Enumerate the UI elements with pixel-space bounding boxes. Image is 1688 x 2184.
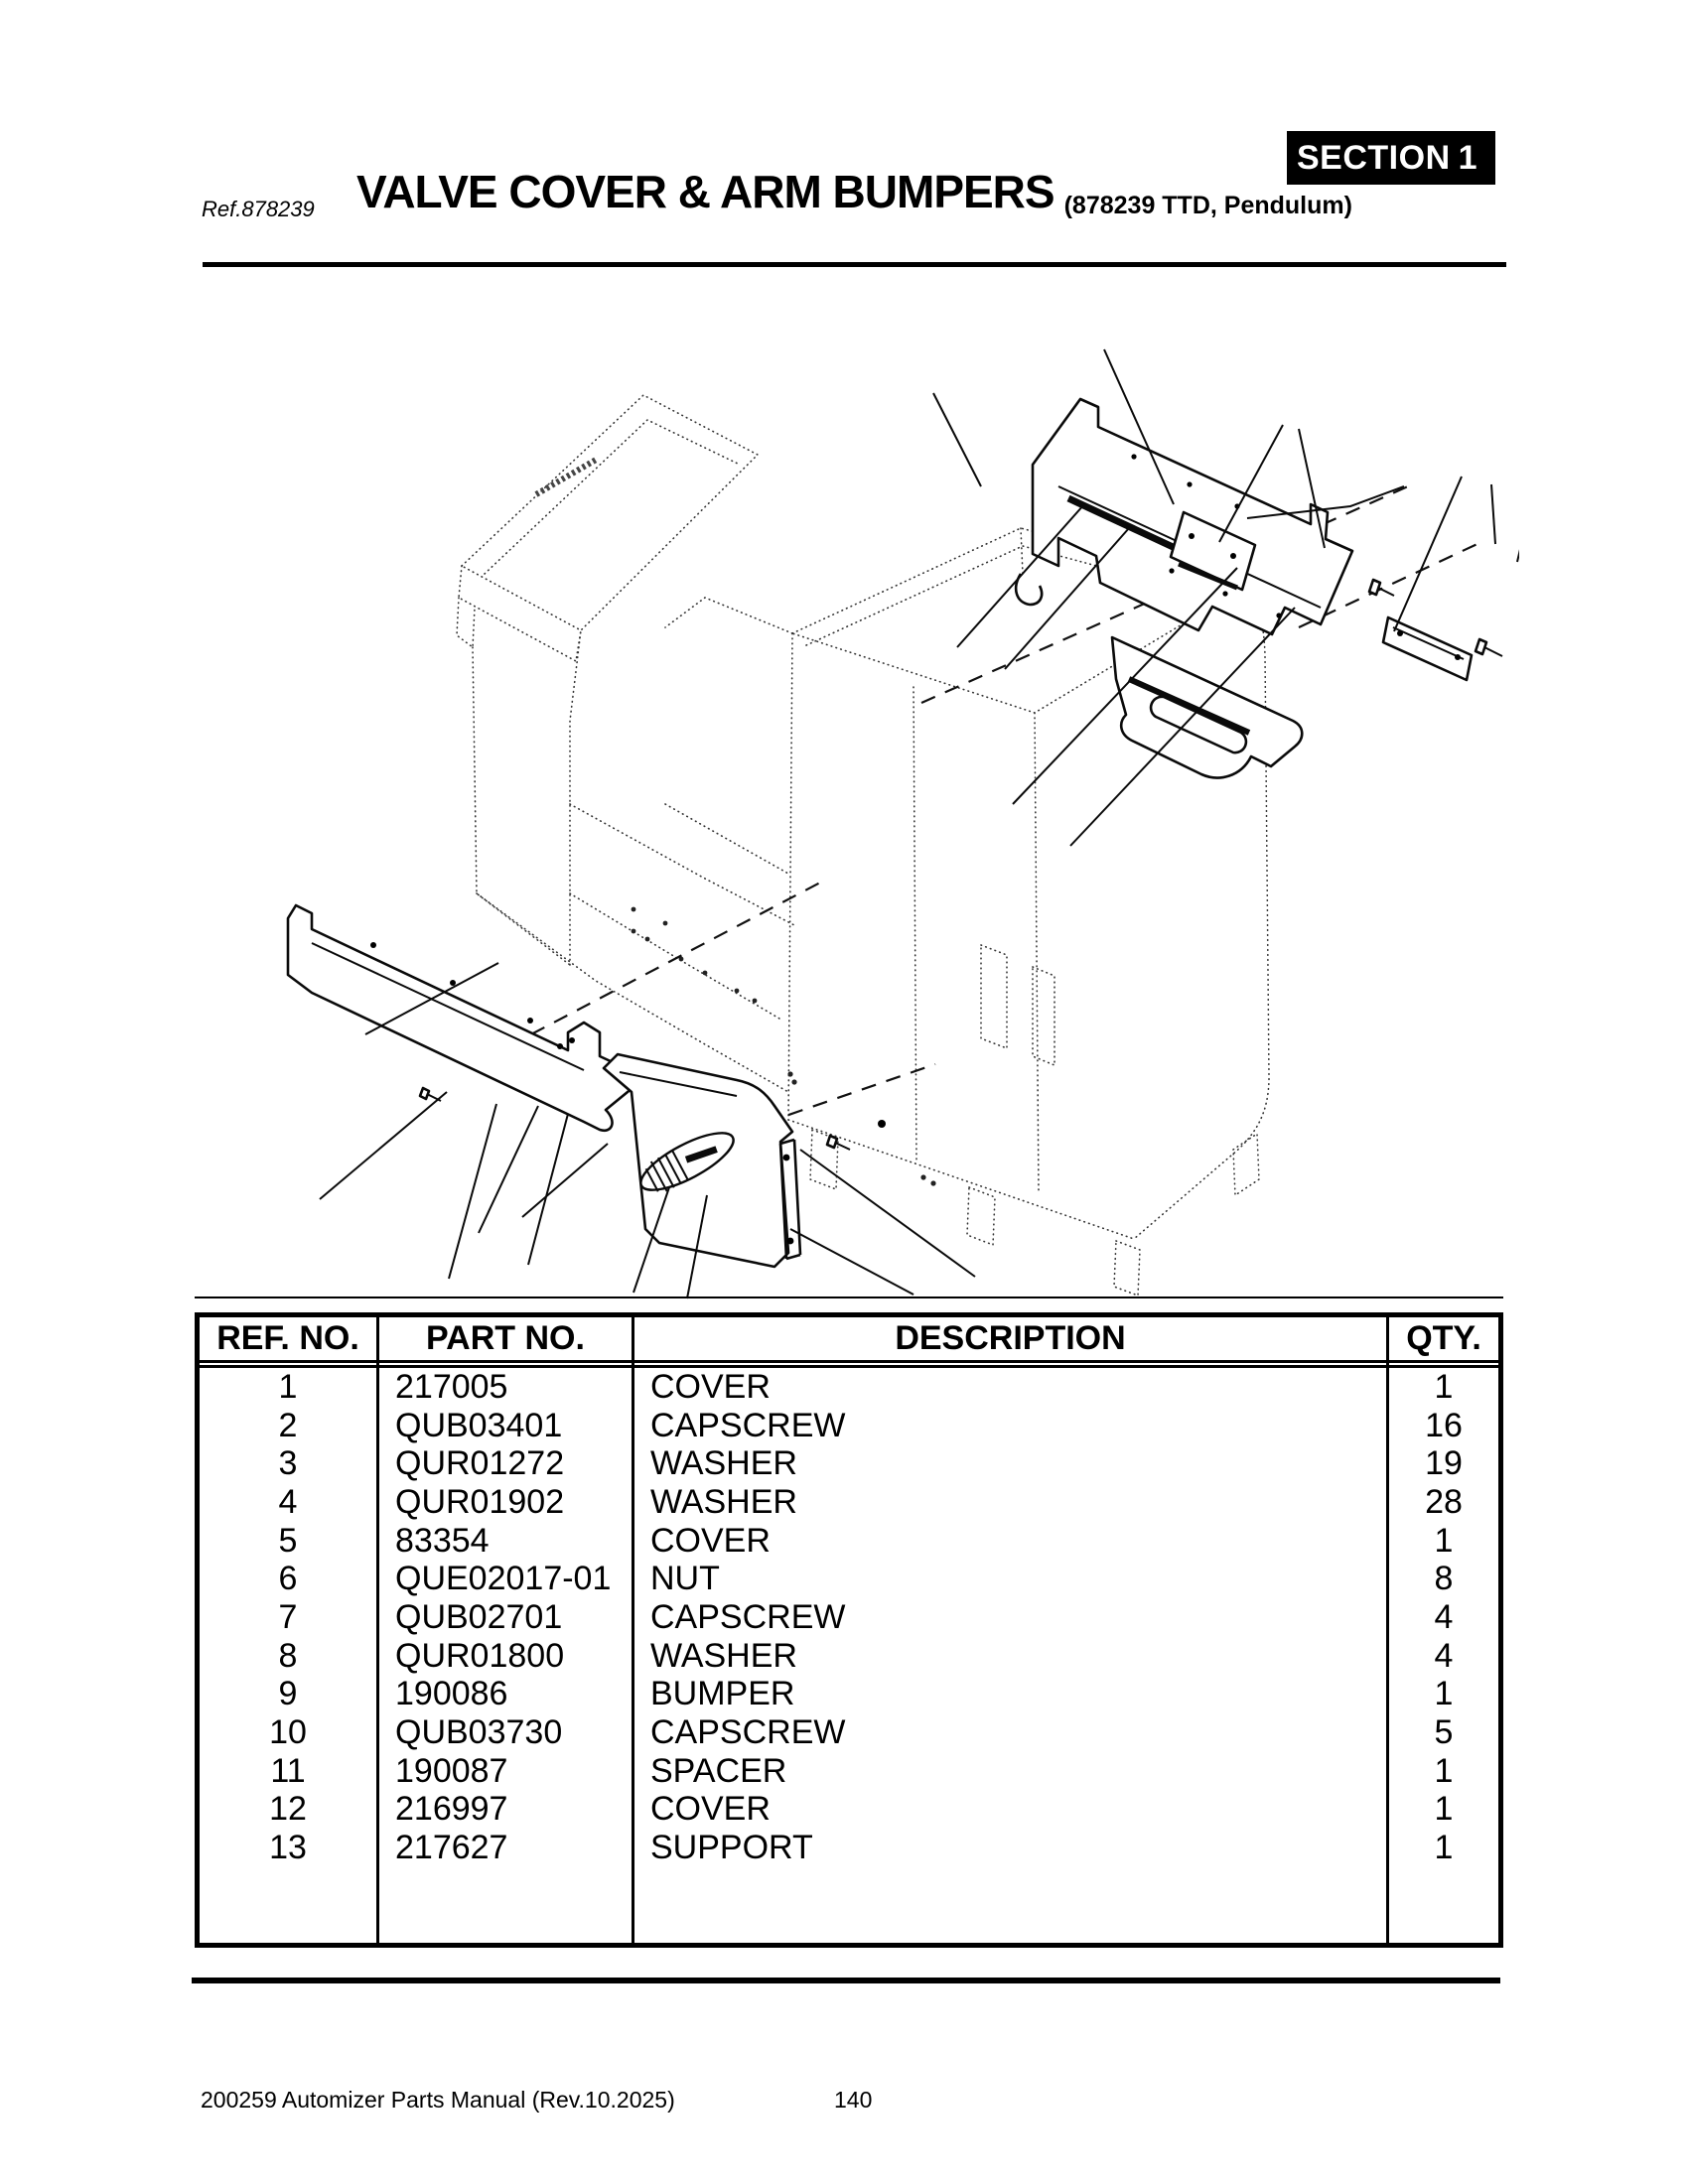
page-title-main: VALVE COVER & ARM BUMPERS [356,166,1055,217]
cell-qty: 19 [1425,1444,1463,1483]
table-row [200,1676,1498,1714]
cell-qty: 5 [1434,1713,1454,1752]
cell-qty: 1 [1434,1790,1454,1829]
table-row [200,1483,1498,1522]
lid-accent [536,459,598,494]
cell-part: 217005 [379,1368,634,1407]
cell-ref: 13 [200,1829,379,1867]
cell-desc: COVER [634,1791,1389,1830]
section-label: SECTION [1297,138,1451,177]
table-row [200,1560,1498,1598]
page-title [203,166,1506,219]
cell-ref: 12 [200,1791,379,1830]
cell-ref: 11 [200,1752,379,1791]
table-row [200,1713,1498,1752]
table-header-row [200,1317,1498,1363]
cell-qty: 4 [1434,1597,1454,1636]
cell-qty: 1 [1434,1521,1454,1560]
section-number: 1 [1458,138,1477,177]
header-description: DESCRIPTION [634,1317,1389,1363]
cell-part: QUR01800 [379,1637,634,1676]
table-row [200,1368,1498,1407]
cell-ref: 2 [200,1407,379,1445]
page-title-suffix: (878239 TTD, Pendulum) [1063,192,1352,219]
cell-qty: 1 [1434,1751,1454,1790]
support-bracket-part [1369,580,1502,680]
header-part-no: PART NO. [379,1317,634,1363]
parts-table [195,1312,1503,1948]
cell-part: QUB03730 [379,1713,634,1752]
cell-part: 190086 [379,1676,634,1714]
footer-page-number: 140 [834,2087,873,2113]
cell-part: QUE02017-01 [379,1560,634,1598]
cell-qty: 16 [1425,1406,1463,1444]
table-row [200,1407,1498,1445]
cell-qty: 4 [1434,1636,1454,1675]
cell-part: QUR01272 [379,1444,634,1483]
header-qty: QTY. [1389,1317,1498,1363]
header-ref-no: REF. NO. [200,1317,379,1363]
cell-desc: SUPPORT [634,1829,1389,1867]
cell-ref: 10 [200,1713,379,1752]
cell-ref: 6 [200,1560,379,1598]
table-row [200,1522,1498,1561]
table-body [200,1368,1498,1867]
valve-cover-part [1016,399,1352,777]
exploded-parts-diagram [238,338,1519,1300]
cell-part: QUR01902 [379,1483,634,1522]
reference-number: Ref.878239 [202,197,315,221]
footer-rule [192,1978,1500,1983]
cell-part: 190087 [379,1752,634,1791]
table-row [200,1444,1498,1483]
table-row [200,1752,1498,1791]
cell-ref: 9 [200,1676,379,1714]
table-filler [200,1867,1498,1943]
cell-ref: 4 [200,1483,379,1522]
table-row [200,1637,1498,1676]
cell-qty: 1 [1434,1829,1454,1867]
cell-desc: SPACER [634,1752,1389,1791]
cell-part: 83354 [379,1522,634,1561]
cell-desc: CAPSCREW [634,1598,1389,1637]
cell-part: 217627 [379,1829,634,1867]
cell-ref: 3 [200,1444,379,1483]
table-row [200,1791,1498,1830]
cell-ref: 8 [200,1637,379,1676]
cell-desc: WASHER [634,1444,1389,1483]
cell-desc: NUT [634,1560,1389,1598]
cell-part: QUB03401 [379,1407,634,1445]
cell-desc: WASHER [634,1637,1389,1676]
cell-desc: CAPSCREW [634,1407,1389,1445]
cell-desc: COVER [634,1522,1389,1561]
cell-desc: COVER [634,1368,1389,1407]
table-row [200,1598,1498,1637]
cell-qty: 1 [1434,1675,1454,1713]
table-top-hairline [195,1297,1503,1298]
table-row [200,1829,1498,1867]
cell-desc: WASHER [634,1483,1389,1522]
cell-qty: 28 [1425,1482,1463,1521]
cell-ref: 7 [200,1598,379,1637]
cell-ref: 1 [200,1368,379,1407]
cell-desc: BUMPER [634,1676,1389,1714]
cell-part: 216997 [379,1791,634,1830]
cell-qty: 8 [1434,1560,1454,1598]
logo-cover-part [604,1054,850,1267]
cell-desc: CAPSCREW [634,1713,1389,1752]
cell-ref: 5 [200,1522,379,1561]
cell-part: QUB02701 [379,1598,634,1637]
arm-bumper-part [288,905,633,1131]
title-rule [203,262,1506,267]
footer-manual-title: 200259 Automizer Parts Manual (Rev.10.2025) [201,2087,675,2113]
cell-qty: 1 [1434,1367,1454,1406]
